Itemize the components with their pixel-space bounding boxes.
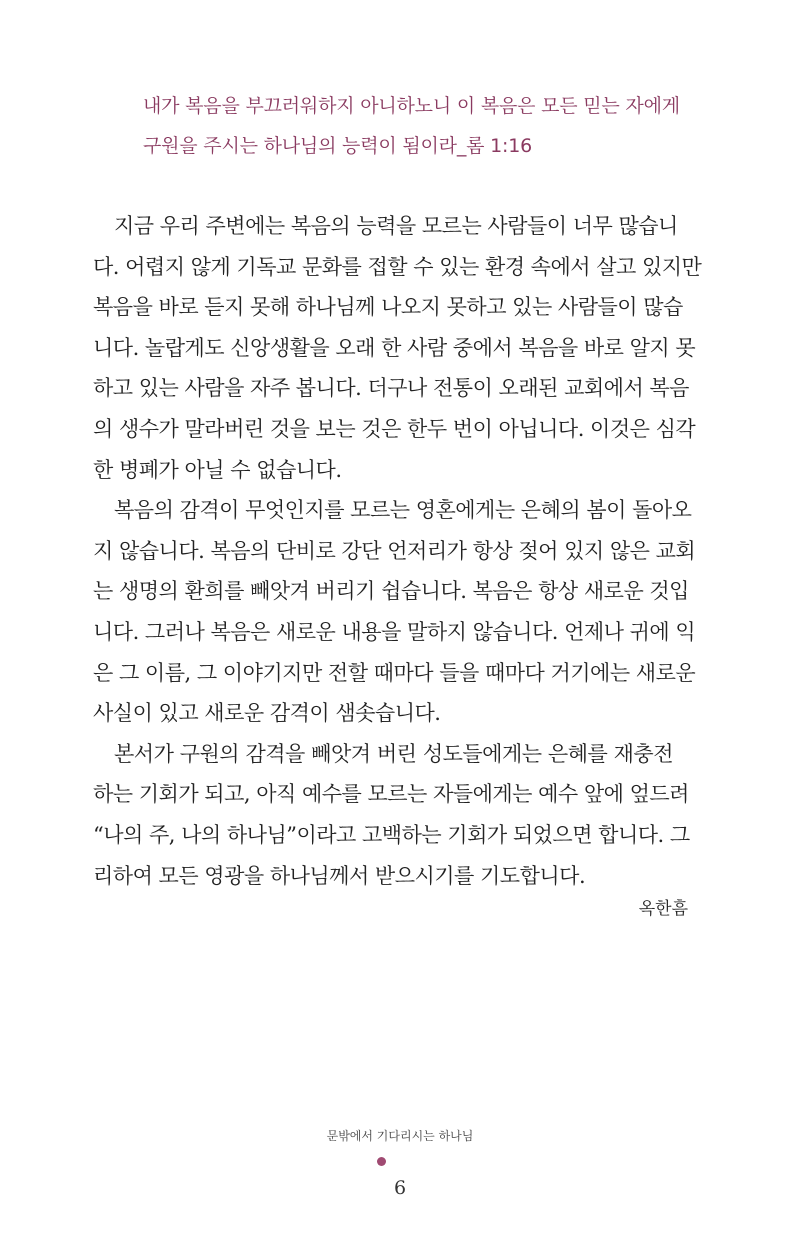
- paragraph-3: [93, 734, 690, 896]
- text-line: 다. 어렵지 않게 기독교 문화를 접할 수 있는 환경 속에서 살고 있지만: [93, 254, 702, 279]
- text-line: 본서가 구원의 감격을 빼앗겨 버린 성도들에게는 은혜를 재충전: [114, 741, 673, 766]
- paragraph-1: [93, 206, 702, 490]
- author-signature: 옥한흠: [638, 899, 688, 919]
- text-line: 지금 우리 주변에는 복음의 능력을 모르는 사람들이 너무 많습니: [114, 214, 678, 238]
- epigraph-line: 구원을 주시는 하나님의 능력이 됨이라_롬 1:16: [143, 135, 532, 157]
- text-line: 의 생수가 말라버린 것을 보는 것은 한두 번이 아닙니다. 이것은 심각: [93, 416, 696, 441]
- text-line: 복음을 바로 듣지 못해 하나님께 나오지 못하고 있는 사람들이 많습: [93, 295, 683, 320]
- text-line: “나의 주, 나의 하나님”이라고 고백하는 기회가 되었으면 합니다. 그: [93, 822, 690, 847]
- text-line: 은 그 이름, 그 이야기지만 전할 때마다 들을 때마다 거기에는 새로운: [93, 660, 696, 685]
- text-line: 니다. 놀랍게도 신앙생활을 오래 한 사람 중에서 복음을 바로 알지 못: [93, 335, 696, 360]
- text-line: 는 생명의 환희를 빼앗겨 버리기 쉽습니다. 복음은 항상 새로운 것입: [93, 579, 689, 604]
- text-line: 한 병폐가 아닐 수 없습니다.: [93, 457, 342, 482]
- text-line: 하고 있는 사람을 자주 봅니다. 더구나 전통이 오래된 교회에서 복음: [93, 376, 689, 401]
- text-line: 하는 기회가 되고, 아직 예수를 모르는 자들에게는 예수 앞에 엎드려: [93, 782, 689, 807]
- text-line: 니다. 그러나 복음은 새로운 내용을 말하지 않습니다. 언제나 귀에 익: [93, 619, 696, 644]
- body-text: [93, 206, 702, 896]
- paragraph-2: [93, 490, 696, 734]
- text-line: 리하여 모든 영광을 하나님께서 받으시기를 기도합니다.: [93, 863, 586, 888]
- footer-dot-ornament: [377, 1157, 386, 1166]
- text-line: 복음의 감격이 무엇인지를 모르는 영혼에게는 은혜의 봄이 돌아오: [114, 498, 692, 523]
- epigraph: [143, 86, 703, 166]
- page-number: 6: [393, 1177, 407, 1199]
- text-line: 지 않습니다. 복음의 단비로 강단 언저리가 항상 젖어 있지 않은 교회: [93, 538, 696, 563]
- epigraph-line: 내가 복음을 부끄러워하지 아니하노니 이 복음은 모든 믿는 자에게: [143, 95, 680, 117]
- text-line: 사실이 있고 새로운 감격이 샘솟습니다.: [93, 701, 441, 726]
- running-footer-title: 문밖에서 기다리시는 하나님: [326, 1129, 474, 1143]
